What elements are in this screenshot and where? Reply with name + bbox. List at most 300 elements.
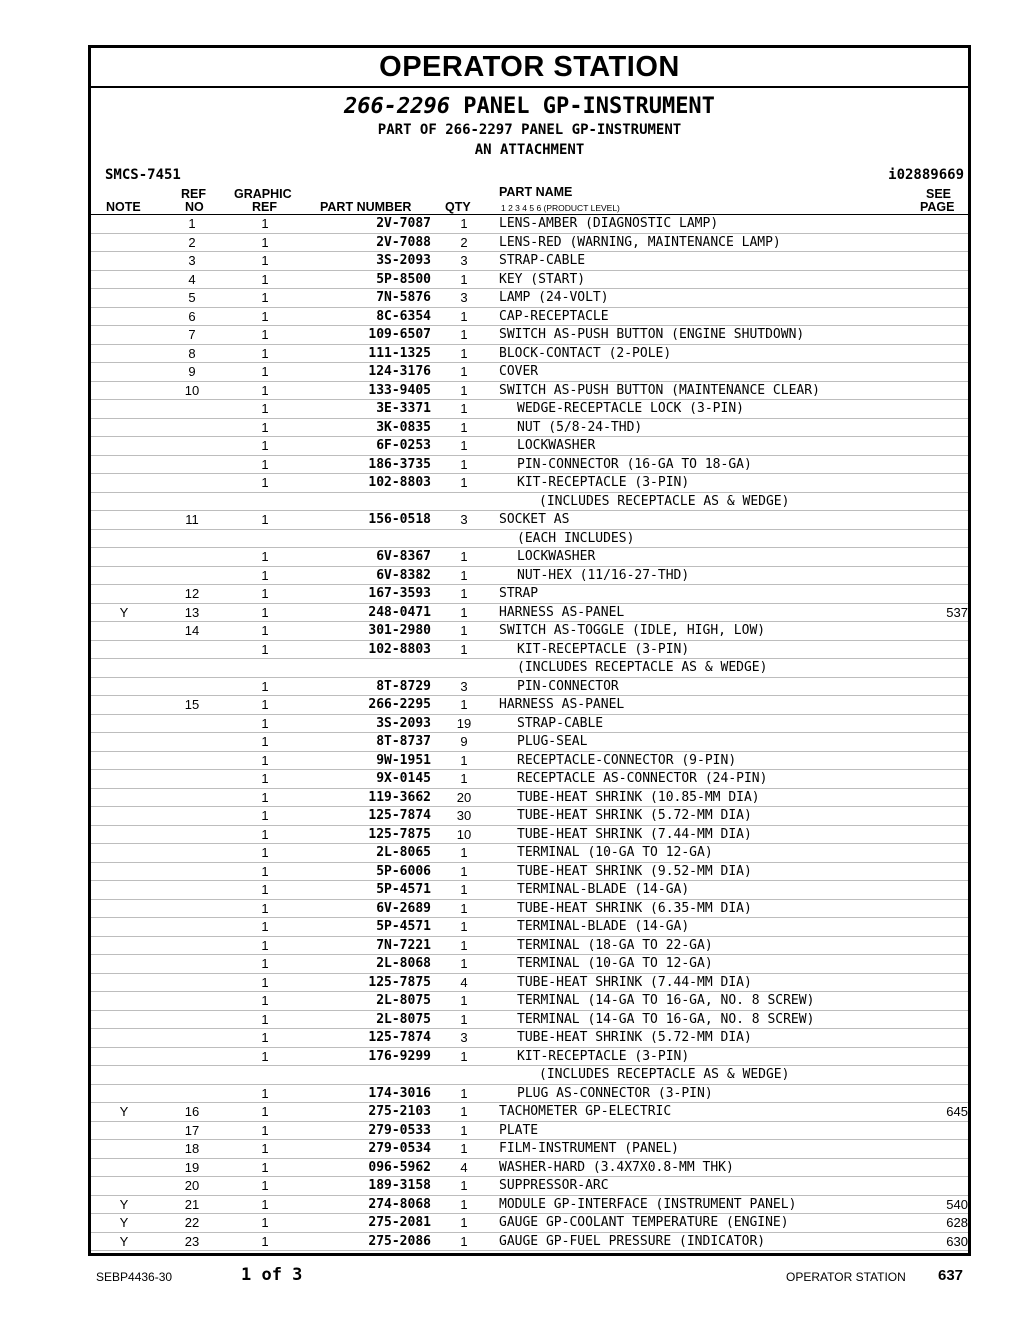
row-part-name: TUBE-HEAT SHRINK (5.72-MM DIA) bbox=[497, 807, 867, 826]
row-see-page bbox=[867, 881, 968, 900]
row-note bbox=[91, 992, 157, 1011]
row-part-name: SUPPRESSOR-ARC bbox=[497, 1177, 867, 1196]
parts-table-body bbox=[91, 215, 968, 1251]
row-part-number: 248-0471 bbox=[303, 603, 431, 622]
row-part-number: 156-0518 bbox=[303, 511, 431, 530]
row-see-page bbox=[867, 936, 968, 955]
row-see-page bbox=[867, 289, 968, 308]
row-ref-no bbox=[157, 640, 227, 659]
row-ref-no bbox=[157, 437, 227, 456]
row-qty: 1 bbox=[431, 696, 497, 715]
row-see-page: 628 bbox=[867, 1214, 968, 1233]
row-note bbox=[91, 1084, 157, 1103]
row-note bbox=[91, 585, 157, 604]
row-note bbox=[91, 770, 157, 789]
row-note bbox=[91, 936, 157, 955]
row-qty: 1 bbox=[431, 548, 497, 567]
row-note bbox=[91, 566, 157, 585]
row-part-name: NUT (5/8-24-THD) bbox=[497, 418, 867, 437]
row-see-page bbox=[867, 381, 968, 400]
row-part-name: TERMINAL (10-GA TO 12-GA) bbox=[497, 844, 867, 863]
row-graphic-ref: 1 bbox=[227, 1177, 303, 1196]
row-graphic-ref bbox=[227, 659, 303, 678]
row-graphic-ref: 1 bbox=[227, 677, 303, 696]
row-qty: 1 bbox=[431, 344, 497, 363]
table-row bbox=[91, 585, 968, 604]
row-ref-no bbox=[157, 566, 227, 585]
row-part-number: 279-0534 bbox=[303, 1140, 431, 1159]
row-graphic-ref: 1 bbox=[227, 844, 303, 863]
row-note bbox=[91, 289, 157, 308]
table-row bbox=[91, 714, 968, 733]
row-graphic-ref: 1 bbox=[227, 215, 303, 233]
row-part-number: 9X-0145 bbox=[303, 770, 431, 789]
attachment-line: AN ATTACHMENT bbox=[474, 142, 585, 158]
table-row bbox=[91, 400, 968, 419]
row-ref-no bbox=[157, 973, 227, 992]
table-row bbox=[91, 751, 968, 770]
row-see-page bbox=[867, 492, 968, 511]
row-qty: 3 bbox=[431, 289, 497, 308]
row-graphic-ref: 1 bbox=[227, 511, 303, 530]
table-row bbox=[91, 862, 968, 881]
row-note bbox=[91, 677, 157, 696]
row-part-number: 133-9405 bbox=[303, 381, 431, 400]
row-note: Y bbox=[91, 1232, 157, 1251]
table-row bbox=[91, 1084, 968, 1103]
table-row bbox=[91, 622, 968, 641]
table-row bbox=[91, 733, 968, 752]
row-ref-no: 19 bbox=[157, 1158, 227, 1177]
row-ref-no: 22 bbox=[157, 1214, 227, 1233]
row-graphic-ref bbox=[227, 1066, 303, 1085]
row-part-name: (INCLUDES RECEPTACLE AS & WEDGE) bbox=[497, 492, 867, 511]
table-row bbox=[91, 1195, 968, 1214]
document-id: SEBP4436-30 bbox=[96, 1270, 173, 1284]
row-qty: 4 bbox=[431, 1158, 497, 1177]
table-row bbox=[91, 344, 968, 363]
page-footer bbox=[0, 1262, 1020, 1292]
row-part-name: (EACH INCLUDES) bbox=[497, 529, 867, 548]
row-qty: 1 bbox=[431, 1177, 497, 1196]
row-note bbox=[91, 381, 157, 400]
row-see-page bbox=[867, 1084, 968, 1103]
group-heading bbox=[91, 94, 968, 120]
row-note bbox=[91, 511, 157, 530]
row-see-page bbox=[867, 973, 968, 992]
row-ref-no: 13 bbox=[157, 603, 227, 622]
row-part-number: 7N-7221 bbox=[303, 936, 431, 955]
row-part-name: PLUG-SEAL bbox=[497, 733, 867, 752]
row-part-name: HARNESS AS-PANEL bbox=[497, 603, 867, 622]
row-note bbox=[91, 899, 157, 918]
footer-section: OPERATOR STATION bbox=[786, 1270, 906, 1284]
row-part-name: TERMINAL (14-GA TO 16-GA, NO. 8 SCREW) bbox=[497, 992, 867, 1011]
row-part-name: SWITCH AS-PUSH BUTTON (ENGINE SHUTDOWN) bbox=[497, 326, 867, 345]
row-part-name: SWITCH AS-PUSH BUTTON (MAINTENANCE CLEAR) bbox=[497, 381, 867, 400]
table-row bbox=[91, 770, 968, 789]
row-note: Y bbox=[91, 1195, 157, 1214]
col-part-number: PART NUMBER bbox=[320, 200, 412, 214]
row-ref-no: 16 bbox=[157, 1103, 227, 1122]
table-row bbox=[91, 603, 968, 622]
row-ref-no bbox=[157, 733, 227, 752]
row-part-name: TERMINAL-BLADE (14-GA) bbox=[497, 918, 867, 937]
row-graphic-ref: 1 bbox=[227, 955, 303, 974]
row-part-number: 176-9299 bbox=[303, 1047, 431, 1066]
row-part-name: TUBE-HEAT SHRINK (7.44-MM DIA) bbox=[497, 825, 867, 844]
row-part-number: 189-3158 bbox=[303, 1177, 431, 1196]
row-part-number: 119-3662 bbox=[303, 788, 431, 807]
row-part-name: HARNESS AS-PANEL bbox=[497, 696, 867, 715]
row-note bbox=[91, 437, 157, 456]
row-part-number: 3S-2093 bbox=[303, 714, 431, 733]
row-part-name: FILM-INSTRUMENT (PANEL) bbox=[497, 1140, 867, 1159]
row-part-number: 124-3176 bbox=[303, 363, 431, 382]
row-ref-no bbox=[157, 714, 227, 733]
row-note bbox=[91, 1158, 157, 1177]
row-ref-no bbox=[157, 455, 227, 474]
table-row bbox=[91, 640, 968, 659]
row-part-name: (INCLUDES RECEPTACLE AS & WEDGE) bbox=[497, 659, 867, 678]
row-see-page bbox=[867, 270, 968, 289]
row-graphic-ref: 1 bbox=[227, 1010, 303, 1029]
table-row bbox=[91, 270, 968, 289]
row-part-number: 275-2081 bbox=[303, 1214, 431, 1233]
row-part-number: 102-8803 bbox=[303, 640, 431, 659]
row-part-name: BLOCK-CONTACT (2-POLE) bbox=[497, 344, 867, 363]
row-note bbox=[91, 881, 157, 900]
row-see-page bbox=[867, 1029, 968, 1048]
row-see-page bbox=[867, 215, 968, 233]
row-see-page bbox=[867, 918, 968, 937]
row-note bbox=[91, 1047, 157, 1066]
row-part-name: KIT-RECEPTACLE (3-PIN) bbox=[497, 640, 867, 659]
row-note bbox=[91, 1177, 157, 1196]
row-qty: 1 bbox=[431, 1140, 497, 1159]
row-see-page bbox=[867, 844, 968, 863]
row-see-page bbox=[867, 252, 968, 271]
row-graphic-ref: 1 bbox=[227, 825, 303, 844]
row-qty: 1 bbox=[431, 751, 497, 770]
row-note bbox=[91, 1066, 157, 1085]
table-row bbox=[91, 1158, 968, 1177]
section-title: OPERATOR STATION bbox=[379, 51, 680, 83]
col-qty: QTY bbox=[445, 200, 471, 214]
row-graphic-ref: 1 bbox=[227, 418, 303, 437]
row-part-name: (INCLUDES RECEPTACLE AS & WEDGE) bbox=[497, 1066, 867, 1085]
row-qty: 1 bbox=[431, 381, 497, 400]
row-qty: 1 bbox=[431, 1214, 497, 1233]
page-of: 1 of 3 bbox=[241, 1265, 303, 1285]
row-see-page bbox=[867, 807, 968, 826]
row-part-name: GAUGE GP-FUEL PRESSURE (INDICATOR) bbox=[497, 1232, 867, 1251]
row-qty: 1 bbox=[431, 881, 497, 900]
row-see-page bbox=[867, 511, 968, 530]
row-qty: 1 bbox=[431, 844, 497, 863]
row-part-name: GAUGE GP-COOLANT TEMPERATURE (ENGINE) bbox=[497, 1214, 867, 1233]
row-see-page: 537 bbox=[867, 603, 968, 622]
row-qty bbox=[431, 529, 497, 548]
row-part-number bbox=[303, 529, 431, 548]
row-graphic-ref: 1 bbox=[227, 696, 303, 715]
table-row bbox=[91, 992, 968, 1011]
row-ref-no bbox=[157, 881, 227, 900]
row-part-number: 9W-1951 bbox=[303, 751, 431, 770]
row-note bbox=[91, 973, 157, 992]
col-product-level: 1 2 3 4 5 6 (PRODUCT LEVEL) bbox=[501, 203, 620, 213]
row-part-name: RECEPTACLE AS-CONNECTOR (24-PIN) bbox=[497, 770, 867, 789]
row-note bbox=[91, 862, 157, 881]
part-of-line: PART OF 266-2297 PANEL GP-INSTRUMENT bbox=[377, 122, 682, 138]
row-ref-no bbox=[157, 825, 227, 844]
table-row bbox=[91, 659, 968, 678]
row-part-number: 2L-8075 bbox=[303, 1010, 431, 1029]
row-see-page bbox=[867, 344, 968, 363]
row-ref-no bbox=[157, 788, 227, 807]
row-graphic-ref: 1 bbox=[227, 400, 303, 419]
row-qty: 1 bbox=[431, 1047, 497, 1066]
row-qty: 1 bbox=[431, 640, 497, 659]
row-graphic-ref: 1 bbox=[227, 455, 303, 474]
table-row bbox=[91, 381, 968, 400]
row-graphic-ref: 1 bbox=[227, 733, 303, 752]
row-qty: 1 bbox=[431, 622, 497, 641]
row-part-name: LENS-AMBER (DIAGNOSTIC LAMP) bbox=[497, 215, 867, 233]
row-note bbox=[91, 807, 157, 826]
row-note bbox=[91, 640, 157, 659]
row-part-number: 102-8803 bbox=[303, 474, 431, 493]
row-see-page bbox=[867, 548, 968, 567]
row-note: Y bbox=[91, 1214, 157, 1233]
row-ref-no: 12 bbox=[157, 585, 227, 604]
group-name: PANEL GP-INSTRUMENT bbox=[463, 94, 715, 119]
row-qty: 1 bbox=[431, 955, 497, 974]
table-row bbox=[91, 1103, 968, 1122]
row-part-number: 6F-0253 bbox=[303, 437, 431, 456]
row-part-name: RECEPTACLE-CONNECTOR (9-PIN) bbox=[497, 751, 867, 770]
table-row bbox=[91, 825, 968, 844]
illustration-id: i02889669 bbox=[888, 167, 964, 183]
row-note bbox=[91, 215, 157, 233]
table-row bbox=[91, 455, 968, 474]
row-graphic-ref: 1 bbox=[227, 474, 303, 493]
row-part-number: 109-6507 bbox=[303, 326, 431, 345]
row-ref-no bbox=[157, 1084, 227, 1103]
row-part-number: 5P-4571 bbox=[303, 918, 431, 937]
row-part-number: 125-7874 bbox=[303, 807, 431, 826]
row-note bbox=[91, 788, 157, 807]
row-part-name: WASHER-HARD (3.4X7X0.8-MM THK) bbox=[497, 1158, 867, 1177]
row-part-name: LOCKWASHER bbox=[497, 437, 867, 456]
row-note bbox=[91, 1029, 157, 1048]
row-note bbox=[91, 474, 157, 493]
row-ref-no: 9 bbox=[157, 363, 227, 382]
row-part-name: KEY (START) bbox=[497, 270, 867, 289]
row-ref-no bbox=[157, 918, 227, 937]
table-row bbox=[91, 936, 968, 955]
group-part-number: 266-2296 bbox=[344, 94, 451, 119]
col-graphic-top: GRAPHIC bbox=[234, 187, 292, 201]
row-part-number: 186-3735 bbox=[303, 455, 431, 474]
table-row bbox=[91, 1232, 968, 1251]
row-ref-no: 1 bbox=[157, 215, 227, 233]
row-graphic-ref: 1 bbox=[227, 788, 303, 807]
row-part-name: TUBE-HEAT SHRINK (9.52-MM DIA) bbox=[497, 862, 867, 881]
row-qty: 1 bbox=[431, 1103, 497, 1122]
row-qty: 1 bbox=[431, 1010, 497, 1029]
row-qty: 1 bbox=[431, 1195, 497, 1214]
row-graphic-ref: 1 bbox=[227, 270, 303, 289]
row-qty: 3 bbox=[431, 252, 497, 271]
row-ref-no bbox=[157, 936, 227, 955]
row-qty: 1 bbox=[431, 437, 497, 456]
row-ref-no bbox=[157, 529, 227, 548]
table-row bbox=[91, 899, 968, 918]
row-graphic-ref: 1 bbox=[227, 973, 303, 992]
row-see-page bbox=[867, 1158, 968, 1177]
col-ref-top: REF bbox=[181, 187, 206, 201]
row-ref-no: 10 bbox=[157, 381, 227, 400]
smcs-row bbox=[91, 164, 968, 186]
row-qty: 1 bbox=[431, 363, 497, 382]
row-part-number: 2L-8065 bbox=[303, 844, 431, 863]
row-part-number: 274-8068 bbox=[303, 1195, 431, 1214]
table-row bbox=[91, 973, 968, 992]
row-qty: 3 bbox=[431, 1029, 497, 1048]
col-graphic-bottom: REF bbox=[252, 200, 277, 214]
row-qty: 1 bbox=[431, 418, 497, 437]
row-qty: 4 bbox=[431, 973, 497, 992]
row-part-number bbox=[303, 1066, 431, 1085]
row-qty: 1 bbox=[431, 1084, 497, 1103]
row-qty: 1 bbox=[431, 270, 497, 289]
row-ref-no bbox=[157, 1066, 227, 1085]
row-part-number: 2V-7088 bbox=[303, 233, 431, 252]
row-note bbox=[91, 733, 157, 752]
row-part-number bbox=[303, 659, 431, 678]
row-graphic-ref: 1 bbox=[227, 751, 303, 770]
table-row bbox=[91, 215, 968, 233]
row-part-number: 111-1325 bbox=[303, 344, 431, 363]
row-note bbox=[91, 548, 157, 567]
table-row bbox=[91, 492, 968, 511]
row-part-name: CAP-RECEPTACLE bbox=[497, 307, 867, 326]
row-qty: 1 bbox=[431, 936, 497, 955]
row-ref-no bbox=[157, 548, 227, 567]
row-graphic-ref: 1 bbox=[227, 1140, 303, 1159]
row-note bbox=[91, 1121, 157, 1140]
row-part-name: WEDGE-RECEPTACLE LOCK (3-PIN) bbox=[497, 400, 867, 419]
row-part-number: 7N-5876 bbox=[303, 289, 431, 308]
row-ref-no bbox=[157, 862, 227, 881]
row-qty bbox=[431, 659, 497, 678]
row-ref-no bbox=[157, 992, 227, 1011]
row-part-name: MODULE GP-INTERFACE (INSTRUMENT PANEL) bbox=[497, 1195, 867, 1214]
row-part-number: 6V-2689 bbox=[303, 899, 431, 918]
row-ref-no: 17 bbox=[157, 1121, 227, 1140]
table-row bbox=[91, 788, 968, 807]
row-qty: 1 bbox=[431, 992, 497, 1011]
row-qty: 1 bbox=[431, 326, 497, 345]
table-row bbox=[91, 307, 968, 326]
row-qty: 1 bbox=[431, 585, 497, 604]
row-see-page bbox=[867, 585, 968, 604]
table-row bbox=[91, 1010, 968, 1029]
row-part-number: 6V-8382 bbox=[303, 566, 431, 585]
title-band bbox=[91, 48, 968, 88]
row-graphic-ref: 1 bbox=[227, 714, 303, 733]
row-see-page bbox=[867, 1010, 968, 1029]
row-see-page bbox=[867, 714, 968, 733]
row-ref-no: 20 bbox=[157, 1177, 227, 1196]
row-ref-no bbox=[157, 770, 227, 789]
row-graphic-ref: 1 bbox=[227, 363, 303, 382]
row-graphic-ref: 1 bbox=[227, 992, 303, 1011]
row-see-page bbox=[867, 640, 968, 659]
row-qty: 1 bbox=[431, 307, 497, 326]
row-part-name: PLATE bbox=[497, 1121, 867, 1140]
row-ref-no bbox=[157, 659, 227, 678]
row-see-page bbox=[867, 437, 968, 456]
row-ref-no: 14 bbox=[157, 622, 227, 641]
row-part-name: LENS-RED (WARNING, MAINTENANCE LAMP) bbox=[497, 233, 867, 252]
row-see-page bbox=[867, 862, 968, 881]
row-ref-no bbox=[157, 807, 227, 826]
row-see-page bbox=[867, 566, 968, 585]
table-row bbox=[91, 437, 968, 456]
row-part-name: TERMINAL-BLADE (14-GA) bbox=[497, 881, 867, 900]
table-row bbox=[91, 418, 968, 437]
row-note bbox=[91, 529, 157, 548]
row-graphic-ref: 1 bbox=[227, 252, 303, 271]
row-see-page bbox=[867, 418, 968, 437]
row-note bbox=[91, 714, 157, 733]
row-part-number: 8T-8737 bbox=[303, 733, 431, 752]
row-ref-no: 5 bbox=[157, 289, 227, 308]
row-note bbox=[91, 844, 157, 863]
table-row bbox=[91, 1177, 968, 1196]
row-graphic-ref: 1 bbox=[227, 289, 303, 308]
row-part-name: STRAP bbox=[497, 585, 867, 604]
row-graphic-ref: 1 bbox=[227, 233, 303, 252]
row-part-number: 3E-3371 bbox=[303, 400, 431, 419]
row-see-page bbox=[867, 400, 968, 419]
row-qty: 10 bbox=[431, 825, 497, 844]
table-row bbox=[91, 1140, 968, 1159]
row-part-number: 275-2086 bbox=[303, 1232, 431, 1251]
row-graphic-ref: 1 bbox=[227, 1121, 303, 1140]
row-graphic-ref bbox=[227, 529, 303, 548]
row-note bbox=[91, 918, 157, 937]
row-ref-no: 15 bbox=[157, 696, 227, 715]
table-row bbox=[91, 474, 968, 493]
row-graphic-ref: 1 bbox=[227, 1047, 303, 1066]
row-part-name: PLUG AS-CONNECTOR (3-PIN) bbox=[497, 1084, 867, 1103]
row-graphic-ref: 1 bbox=[227, 770, 303, 789]
row-qty: 1 bbox=[431, 1121, 497, 1140]
table-row bbox=[91, 677, 968, 696]
table-row bbox=[91, 844, 968, 863]
row-graphic-ref: 1 bbox=[227, 862, 303, 881]
row-graphic-ref: 1 bbox=[227, 548, 303, 567]
table-row bbox=[91, 1121, 968, 1140]
row-see-page bbox=[867, 233, 968, 252]
row-part-number: 5P-8500 bbox=[303, 270, 431, 289]
row-see-page bbox=[867, 455, 968, 474]
table-row bbox=[91, 1047, 968, 1066]
row-part-name: LOCKWASHER bbox=[497, 548, 867, 567]
